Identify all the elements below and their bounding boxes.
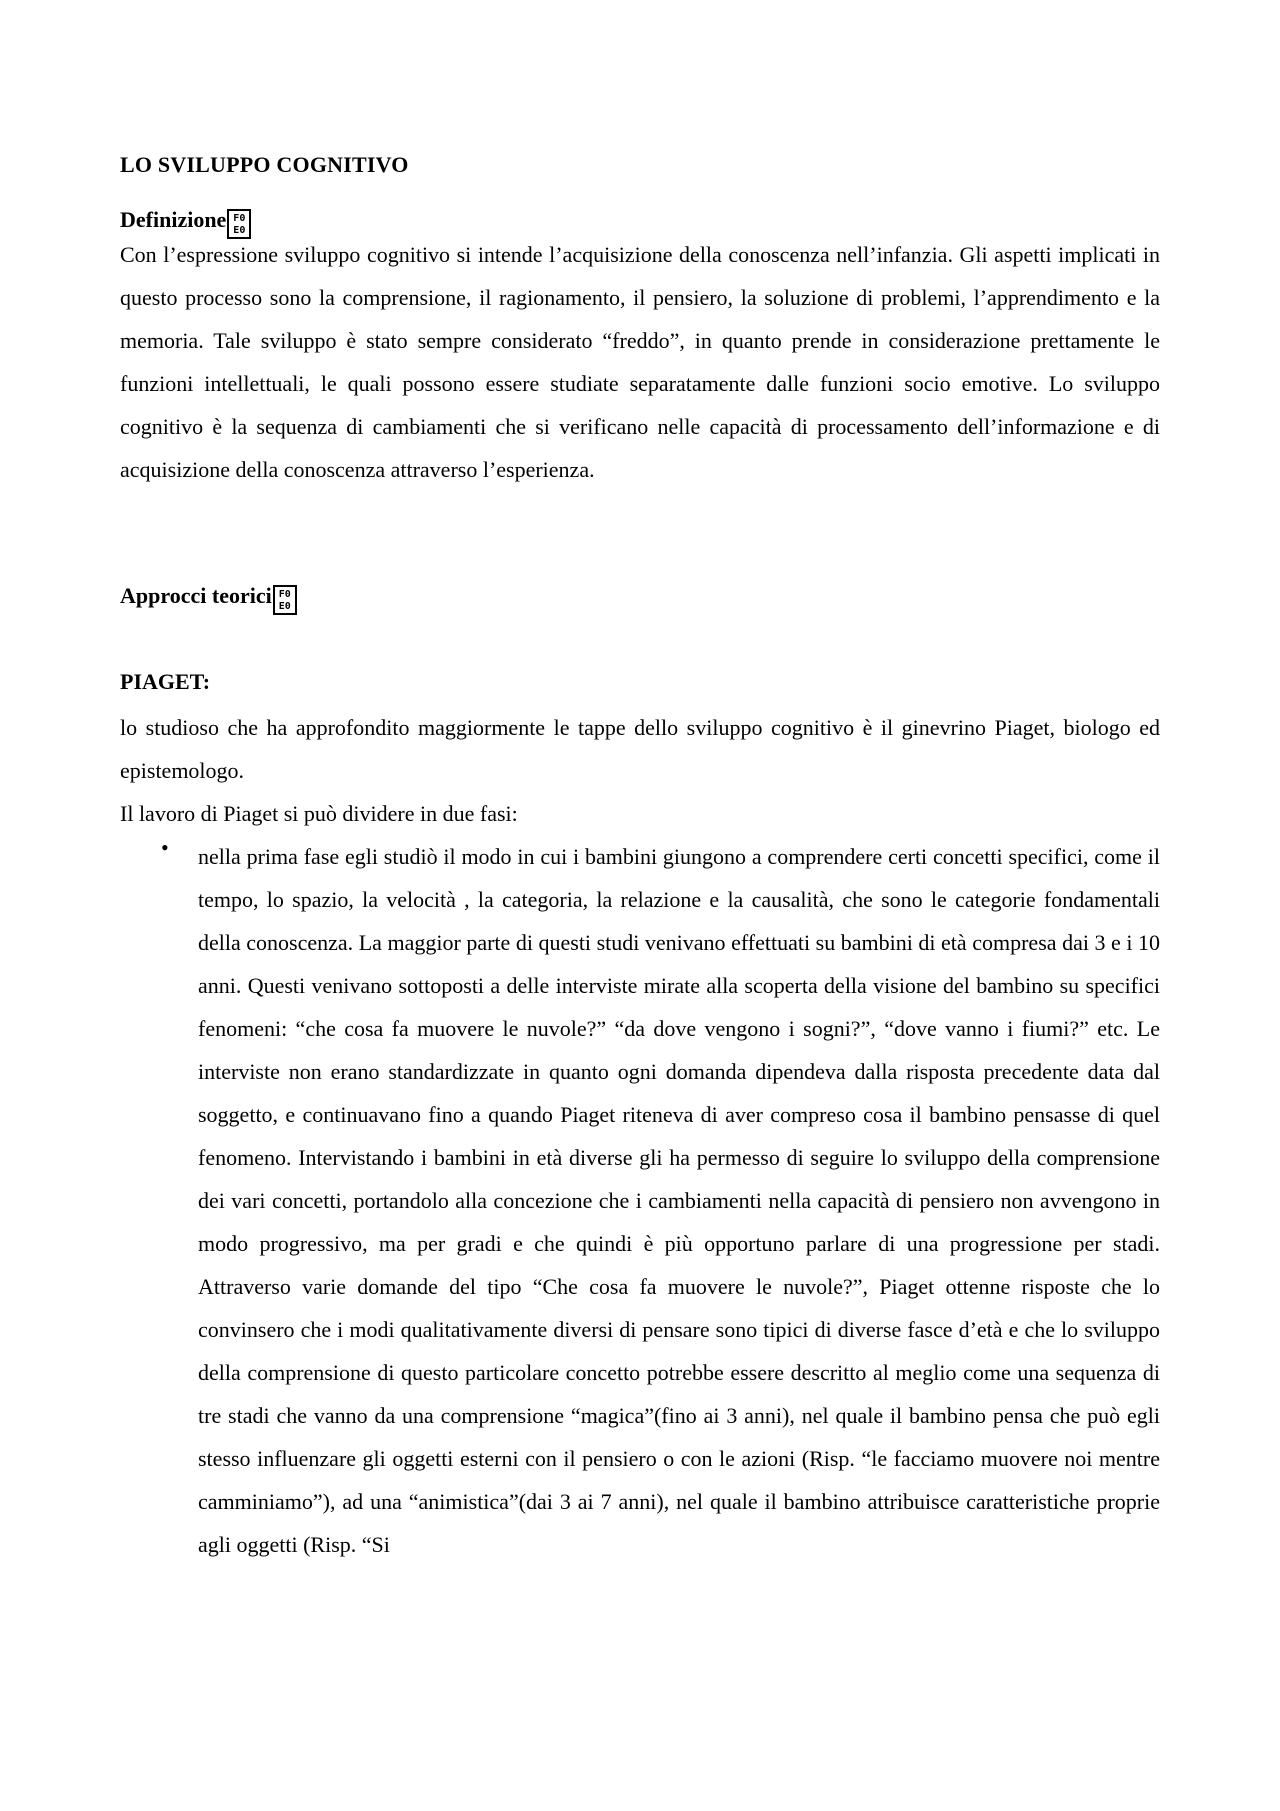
section-heading-approcci-teorici — [120, 583, 297, 615]
section-heading-label: Approcci teorici — [120, 583, 272, 608]
list-item: nella prima fase egli studiò il modo in cui i bambini giungono a comprendere certi concetti specifici, come il tempo, lo spazio, la velocità , la categoria, la relazione e la causalità, che sono le categorie fondamentali della conoscenza. La maggior parte di questi studi venivano effettuati su bambini di età compresa dai 3 e i 10 anni. Questi venivano sottoposti a delle interviste mirate alla scoperta della visione del bambino su specifici fenomeni: “che cosa fa muovere le nuvole?” “da dove vengono i sogni?”, “dove vanno i fiumi?” etc. Le interviste non erano standardizzate in quanto ogni domanda dipendeva dalla risposta precedente data dal soggetto, e continuavano fino a quando Piaget riteneva di aver compreso cosa il bambino pensasse di quel fenomeno. Intervistando i bambini in età diverse gli ha permesso di seguire lo sviluppo della comprensione dei vari concetti, portandolo alla concezione che i cambiamenti nella capacità di pensiero non avvengono in modo progressivo, ma per gradi e che quindi è più opportuno parlare di una progressione per stadi. Attraverso varie domande del tipo “Che cosa fa muovere le nuvole?”, Piaget ottenne risposte che lo convinsero che i modi qualitativamente diversi di pensare sono tipici di diverse fasce d’età e che lo sviluppo della comprensione di questo particolare concetto potrebbe essere descritto al meglio come una sequenza di tre stadi che vanno da una comprensione “magica”(fino ai 3 anni), nel quale il bambino pensa che può egli stesso influenzare gli oggetti esterni con il pensiero o con le azioni (Risp. “le facciamo muovere noi mentre camminiamo”), ad una “animistica”(dai 3 ai 7 anni), nel quale il bambino attribuisce caratteristiche proprie agli oggetti (Risp. “Si — [198, 844, 1160, 1557]
missing-glyph-icon: F0 E0 — [227, 209, 251, 239]
section-heading-piaget: PIAGET: — [120, 669, 211, 694]
section-heading-label: Definizione — [120, 207, 227, 232]
document-title: LO SVILUPPO COGNITIVO — [120, 152, 409, 177]
bullet-icon: • — [161, 835, 169, 860]
missing-glyph-icon: F0 E0 — [273, 585, 297, 615]
piaget-intro-paragraph: lo studioso che ha approfondito maggiormente le tappe dello sviluppo cognitivo è il ginevrino Piaget, biologo ed epistemologo. — [120, 715, 1160, 783]
piaget-phases-intro: Il lavoro di Piaget si può dividere in due fasi: — [120, 801, 518, 826]
definition-paragraph: Con l’espressione sviluppo cognitivo si intende l’acquisizione della conoscenza nell’infanzia. Gli aspetti implicati in questo processo sono la comprensione, il ragionamento, il pensiero, la soluzione di problemi, l’apprendimento e la memoria. Tale sviluppo è stato sempre considerato “freddo”, in quanto prende in considerazione prettamente le funzioni intellettuali, le quali possono essere studiate separatamente dalle funzioni socio emotive. Lo sviluppo cognitivo è la sequenza di cambiamenti che si verificano nelle capacità di processamento dell’informazione e di acquisizione della conoscenza attraverso l’esperienza. — [120, 242, 1160, 482]
